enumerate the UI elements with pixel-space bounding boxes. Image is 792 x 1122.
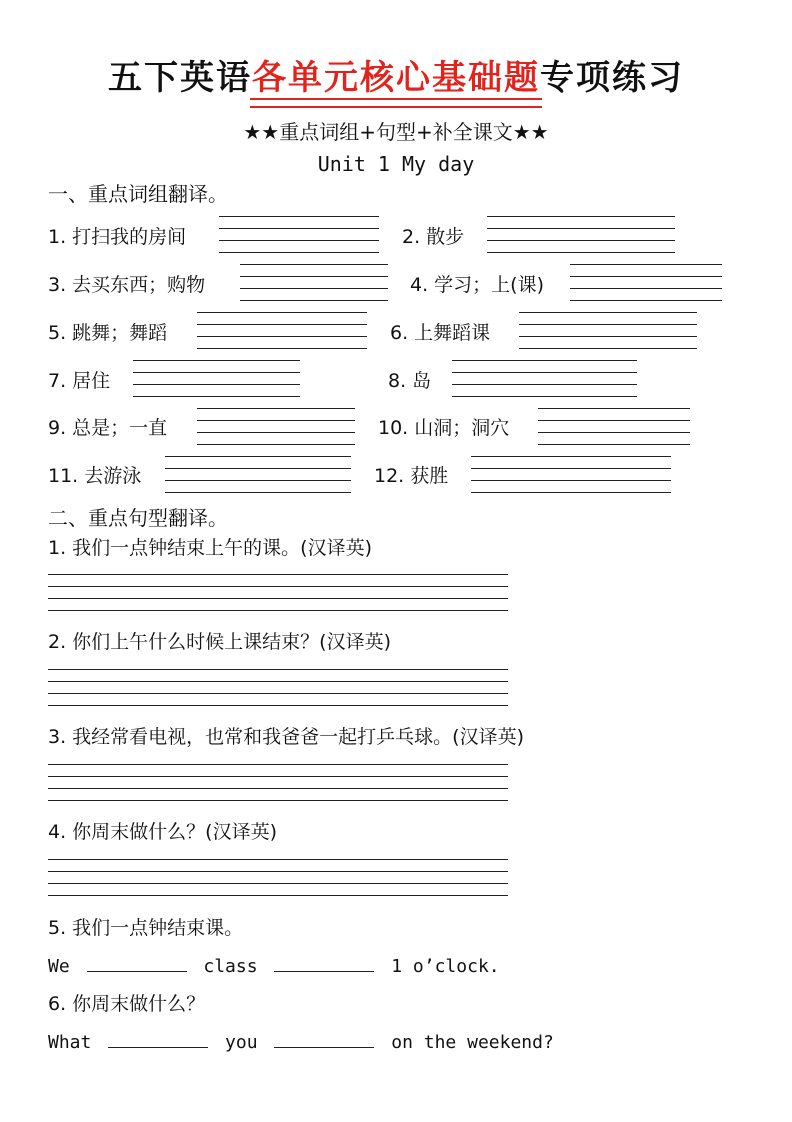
phrase-item: 4. 学习；上(课) [410,274,544,296]
answer-lines[interactable] [165,456,351,492]
section1-heading: 一、重点词组翻译。 [48,182,228,206]
phrase-item: 11. 去游泳 [48,465,142,487]
phrase-item: 3. 去买东西；购物 [48,274,206,296]
sentence-question: 5. 我们一点钟结束课。 [48,917,244,939]
answer-lines[interactable] [240,264,388,300]
answer-lines[interactable] [48,764,508,800]
phrase-item: 12. 获胜 [374,465,449,487]
fill-word: you [225,1032,258,1053]
phrase-item: 6. 上舞蹈课 [390,322,491,344]
phrase-item: 8. 岛 [388,370,432,392]
phrase-item: 9. 总是；一直 [48,417,168,439]
sentence-question: 1. 我们一点钟结束上午的课。(汉译英) [48,537,372,559]
answer-lines[interactable] [133,360,300,396]
fill-in-sentence [48,953,500,980]
phrase-item: 5. 跳舞；舞蹈 [48,322,168,344]
answer-lines[interactable] [538,408,690,444]
sentence-question: 6. 你周末做什么？ [48,993,206,1015]
answer-lines[interactable] [487,216,675,252]
answer-lines[interactable] [197,408,355,444]
phrase-item: 10. 山洞；洞穴 [378,417,510,439]
fill-blank[interactable] [274,1029,374,1048]
fill-blank[interactable] [108,1029,208,1048]
fill-word: class [203,956,258,977]
answer-lines[interactable] [219,216,379,252]
fill-in-sentence [48,1029,554,1056]
unit-title: Unit 1 My day [317,152,475,176]
sentence-question: 2. 你们上午什么时候上课结束？(汉译英) [48,631,391,653]
sentence-question: 4. 你周末做什么？(汉译英) [48,821,277,843]
fill-word: We [48,956,70,977]
answer-lines[interactable] [48,574,508,610]
answer-lines[interactable] [452,360,637,396]
answer-lines[interactable] [48,669,508,705]
phrase-item: 7. 居住 [48,370,111,392]
answer-lines[interactable] [570,264,722,300]
fill-word: on the weekend? [391,1032,554,1053]
sentence-question: 3. 我经常看电视，也常和我爸爸一起打乒乓球。(汉译英) [48,726,524,748]
fill-blank[interactable] [274,953,374,972]
page-title [0,56,792,100]
title-part-3: 专项练习 [540,58,684,98]
answer-lines[interactable] [471,456,671,492]
fill-blank[interactable] [87,953,187,972]
fill-word: 1 o’clock. [391,956,500,977]
phrase-item: 1. 打扫我的房间 [48,226,187,248]
phrase-item: 2. 散步 [402,226,465,248]
title-part-1: 五下英语 [108,58,252,98]
section2-heading: 二、重点句型翻译。 [48,506,228,530]
answer-lines[interactable] [197,312,367,348]
answer-lines[interactable] [48,859,508,895]
title-part-2-highlighted: 各单元核心基础题 [252,58,540,98]
subtitle: ★★重点词组+句型+补全课文★★ [243,120,549,144]
fill-word: What [48,1032,92,1053]
answer-lines[interactable] [519,312,697,348]
